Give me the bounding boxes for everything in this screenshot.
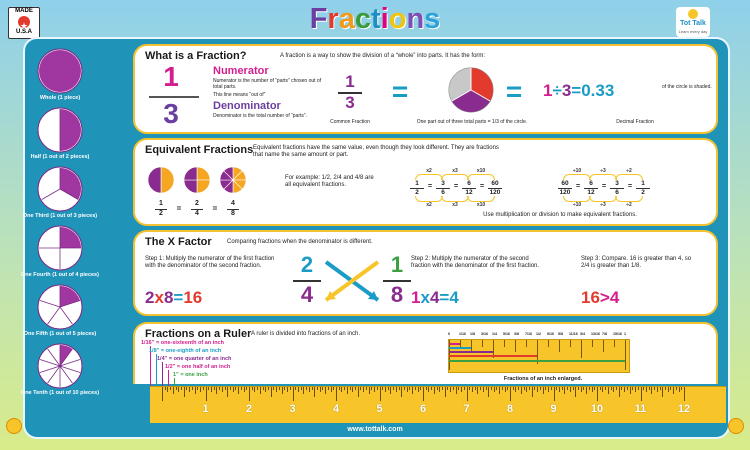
chain-operator: x10 [476,202,486,208]
logo-tag: Learn every day [678,29,708,34]
ruler-number: 1 [202,403,209,415]
enlarged-tick-label: 3/16 [481,332,488,336]
circle-label: One Fourth (1 out of 4 pieces) [21,272,99,278]
step1-text: Step 1: Multiply the numerator of the first fraction with the denominator of the second fraction. [145,256,275,269]
logo-name: Tot Talk [680,20,706,27]
ruler-number: 5 [376,403,383,415]
ruler-number: 3 [289,403,296,415]
chain-operator: x2 [426,202,432,208]
denominator-text: Denominator is the total number of “parts”. [213,113,307,119]
made-in-usa-badge [8,7,40,39]
equiv-denominator: 2 [159,210,163,217]
ruler-number: 11 [634,403,647,415]
ruler-label: 1/16” = one-sixteenth of an inch [141,340,224,346]
circle-label: One Tenth (1 out of 10 pieces) [20,390,100,396]
step2-equation [411,288,459,308]
ruler-number: 8 [506,403,514,415]
circle-label: One Third (1 out of 3 pieces) [22,213,98,219]
ruler-heading: Fractions on a Ruler [145,328,252,340]
fraction-circle [37,166,83,212]
enlarged-highlight-bar [449,351,493,353]
step1-result: 16 [183,288,203,307]
badge-line1: MADE [15,8,33,14]
chain-numerator: 60 [561,180,569,187]
equiv-note: Use multiplication or division to make equivalent fractions. [483,212,637,218]
ruler-label: 1” = one inch [173,372,208,378]
enlarged-highlight-bar [449,360,625,362]
equiv-numerator: 1 [159,200,163,207]
chain-numerator: 60 [491,180,499,187]
fraction-circle [37,225,83,271]
fraction-circle [37,343,83,389]
chain-equals: = [453,183,459,190]
title-letter: s [424,3,441,35]
enlarged-tick-label: 3/8 [514,332,519,336]
shaded-slice [39,50,81,92]
common-numerator: 1 [345,72,355,91]
chain-denominator: 12 [587,189,595,196]
step2-a: 1 [411,288,421,307]
chain-denominator: 2 [415,189,419,196]
step1-x: x [154,288,164,307]
ruler-intro: A ruler is divided into fractions of an inch. [251,331,361,337]
equivalent-fractions-card [133,138,718,226]
chain-equals: = [601,183,607,190]
chain-operator: x10 [476,168,486,174]
decimal-divide: ÷ [552,81,562,100]
enlarged-tick-label: 0 [448,332,450,336]
chain-operator: ÷3 [600,202,606,208]
enlarged-highlight-bar [449,355,537,357]
ruler-number: 2 [245,403,253,415]
xfactor-heading: The X Factor [145,236,212,248]
chain-operator: ÷2 [626,202,632,208]
equiv-intro: Equivalent fractions have the same value, even though they look different. They are fractions that name the same amount or part. [253,145,499,158]
enlarged-tick-label: 1/8 [470,332,475,336]
chain-arc [415,196,443,202]
chain-arc [467,196,495,202]
chain-equals: = [427,183,433,190]
xfactor-f1-numerator: 2 [300,252,314,277]
chain-operator: x3 [452,202,458,208]
x-factor-card [133,230,718,316]
chain-operator: x3 [452,168,458,174]
shaded-slice [60,109,81,151]
step3-b: 4 [609,288,620,307]
enlarged-tick-label: 11/16 [569,332,578,336]
decimal-expression [543,81,614,101]
shaded-slice [60,227,81,248]
equiv-denominator: 4 [195,210,199,217]
xfactor-f2-numerator: 1 [390,252,404,277]
equiv-numerator: 2 [195,200,199,207]
circle-label: One Fifth (1 out of 5 pieces) [23,331,97,337]
enlarged-tick-label: 3/4 [580,332,585,336]
badge-line2: U.S.A [15,29,32,35]
enlarged-tick-label: 1 [624,332,626,336]
enlarged-highlight-bar [449,343,460,345]
sun-face-icon [688,9,698,19]
what-intro: A fraction is a way to show the division of a “whole” into parts. It has the form: [280,53,486,59]
decimal-equals: = [571,81,582,100]
fraction-circle [37,107,83,153]
equiv-pie [147,166,175,194]
pie-label: One part out of three total parts = 1/3 of the circle. [416,119,528,125]
step2-result: 4 [449,288,459,307]
chain-numerator: 6 [467,180,471,187]
chain-arc [563,196,591,202]
equals-sign: = [391,76,409,107]
chain-operator: ÷10 [572,202,582,208]
step1-equation [145,288,202,308]
ruler-number: 6 [419,403,427,415]
ruler-number: 9 [550,403,557,415]
step2-b: 4 [429,288,440,307]
title-letter: n [406,3,425,35]
decimal-label: Decimal Fraction [616,119,654,125]
chain-arc [589,196,617,202]
equiv-example: For example: 1/2, 2/4 and 4/8 are all equivalent fractions. [285,175,374,188]
enlarged-tick-label: 1/4 [492,332,497,336]
step1-b: 8 [163,288,174,307]
smiley-icon-left [6,418,22,434]
circle-label: Half (1 out of 2 pieces) [30,154,90,160]
equiv-equals: = [176,204,182,213]
chain-arc [615,196,643,202]
one-third-pie [447,66,495,114]
ruler-label-line [162,362,163,386]
title-letter: r [327,3,339,35]
step3-text: Step 3: Compare. 16 is greater than 4, so 2/4 is greater than 1/8. [581,256,692,269]
step2-text: Step 2: Multiply the numerator of the second fraction with the denominator of the first fraction. [411,256,540,269]
equiv-heading: Equivalent Fractions [145,144,254,156]
chain-operator: x2 [426,168,432,174]
title-letter: o [388,3,407,35]
decimal-three: 3 [561,81,572,100]
ruler-number: 7 [463,403,470,415]
equiv-pie [219,166,247,194]
smiley-icon-right [728,418,744,434]
equiv-equals: = [212,204,218,213]
enlarged-tick-label: 5/8 [558,332,563,336]
chain-equals: = [575,183,581,190]
ruler-label: 1/2” = one half of an inch [165,364,231,370]
chain-numerator: 1 [415,180,419,187]
ruler-label: 1/8” = one-eighth of an inch [149,348,222,354]
enlarged-tick-label: 1/2 [536,332,541,336]
page-title [290,3,460,36]
chain-denominator: 120 [489,189,501,196]
enlarged-tick-label: 7/16 [525,332,532,336]
chain-denominator: 6 [615,189,619,196]
fraction-circle [37,284,83,330]
chain-numerator: 3 [441,180,445,187]
chain-numerator: 1 [641,180,645,187]
enlarged-tick-label: 1/16 [459,332,466,336]
step3-equation [581,288,619,308]
xfactor-f2-denominator: 8 [390,282,404,307]
step2-x: x [420,288,430,307]
big-numerator: 1 [163,61,179,92]
xfactor-intro: Comparing fractions when the denominator is different. [227,239,373,245]
denominator-title: Denominator [213,100,281,112]
website: www.tottalk.com [347,426,403,433]
chain-operator: ÷3 [600,168,606,174]
tot-talk-logo [676,7,710,37]
step1-eq: = [173,288,184,307]
enlarged-tick-label: 7/8 [602,332,607,336]
ruler-label-line [168,370,169,386]
chain-operator: ÷10 [572,168,582,174]
equiv-numerator: 4 [231,200,235,207]
ruler-number: 4 [332,403,340,415]
chain-operator: ÷2 [626,168,632,174]
title-letter: c [354,3,371,35]
enlarged-ruler [448,332,630,372]
chain-denominator: 6 [441,189,445,196]
xfactor-f1-denominator: 4 [300,282,314,307]
fraction-circle [37,48,83,94]
ruler-number: 12 [677,403,691,415]
equiv-denominator: 8 [231,210,235,217]
numerator-title: Numerator [213,65,269,77]
title-letter: t [370,3,381,35]
common-label: Common Fraction [330,119,370,125]
enlarged-tick-label: 9/16 [547,332,554,336]
what-is-a-fraction-card [133,44,718,134]
title-letter: a [338,3,355,35]
enlarged-tick-label: 5/16 [503,332,510,336]
chain-equals: = [479,183,485,190]
ruler-strip [150,386,726,423]
chain-equals: = [627,183,633,190]
step3-a: 16 [581,288,600,307]
chain-denominator: 2 [641,189,645,196]
chain-numerator: 6 [589,180,593,187]
ruler-label: 1/4” = one quarter of an inch [157,356,232,362]
enlarged-caption: Fractions of an inch enlarged. [503,376,583,382]
ruler-label-line [174,378,175,386]
chain-denominator: 120 [559,189,571,196]
enlarged-ruler-body [448,339,630,373]
step3-op: > [599,288,610,307]
decimal-note: of the circle is shaded. [662,84,712,90]
step1-a: 2 [145,288,155,307]
chain-numerator: 3 [615,180,619,187]
what-heading: What is a Fraction? [145,50,247,62]
star-icon: ★ [18,16,30,28]
ruler-number: 10 [590,403,604,415]
equiv-pie [183,166,211,194]
big-denominator: 3 [163,98,179,129]
decimal-value: 0.33 [581,81,615,100]
enlarged-highlight-bar [449,347,471,349]
enlarged-tick-label: 13/16 [591,332,600,336]
line-text: This line means “out of” [213,92,266,98]
chain-arc [441,196,469,202]
numerator-text: Numerator is the number of “parts” chosen out of total parts. [213,78,322,90]
enlarged-tick-label: 15/16 [613,332,622,336]
title-letter: i [380,3,389,35]
equals-sign-2: = [505,76,523,107]
decimal-one: 1 [543,81,553,100]
title-letter: F [309,3,328,35]
chain-denominator: 12 [465,189,473,196]
circle-label: Whole (1 piece) [39,95,81,101]
step2-eq: = [439,288,450,307]
common-denominator: 3 [345,93,355,112]
